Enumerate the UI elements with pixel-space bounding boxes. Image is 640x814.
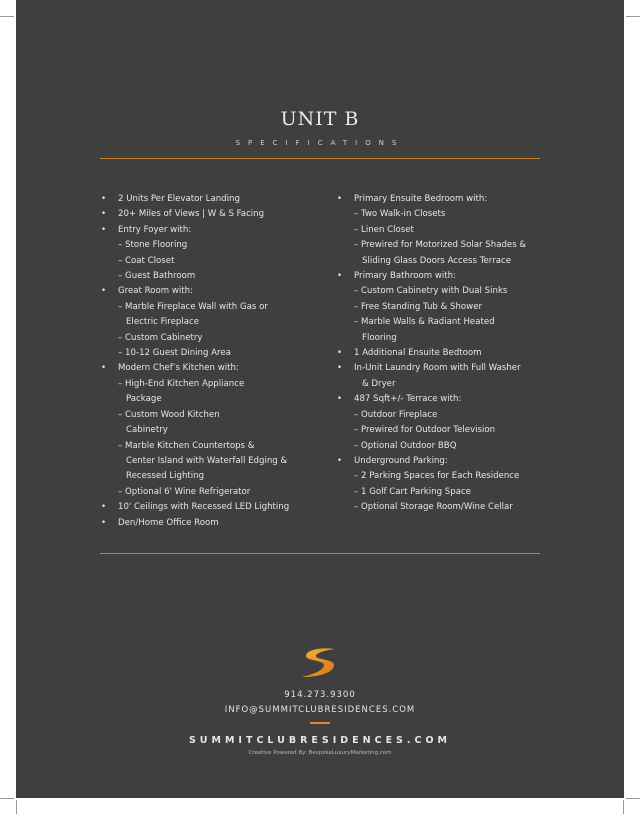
spec-subitem: – Custom Wood Kitchen — [118, 409, 220, 420]
spec-subitem: – Prewired for Outdoor Television — [354, 425, 496, 436]
page-title: UNIT B — [280, 108, 360, 130]
left-spec-list — [100, 192, 315, 531]
spec-item: • 1 Additional Ensuite Bedtoom — [336, 346, 551, 361]
spec-subitem: Flooring — [362, 332, 397, 343]
spec-subitem: – Marble Kitchen Countertops & — [118, 440, 255, 451]
spec-subitem: – Optional Storage Room/Wine Cellar — [354, 502, 513, 513]
spec-item: • Primary Bathroom with: — [336, 269, 551, 284]
spec-subitem: – Prewired for Motorized Solar Shades & — [354, 240, 527, 251]
top-divider — [100, 158, 540, 159]
page-subtitle: SPECIFICATIONS — [235, 139, 405, 147]
spec-item: • 487 Sqft+/- Terrace with: — [336, 392, 551, 407]
email-address: INFO@SUMMITCLUBRESIDENCES.COM — [224, 705, 416, 715]
spec-subitem: – Stone Flooring — [118, 240, 188, 251]
spec-item: • Modern Chef’s Kitchen with: — [100, 361, 315, 376]
spec-subitem: Recessed Lighting — [126, 471, 205, 482]
spec-subitem: – 2 Parking Spaces for Each Residence — [354, 471, 520, 482]
spec-subitem: Center Island with Waterfall Edging & — [126, 455, 288, 466]
spec-item: • Entry Foyer with: — [100, 223, 315, 238]
spec-subitem: – Optional 6' Wine Refrigerator — [118, 486, 251, 497]
spec-subitem: – Marble Walls & Radiant Heated — [354, 317, 495, 328]
phone-number: 914.273.9300 — [284, 690, 356, 700]
accent-dash — [310, 722, 330, 724]
website-link[interactable]: SUMMITCLUBRESIDENCES.COM — [188, 735, 452, 746]
spec-item: • In-Unit Laundry Room with Full Washer — [336, 361, 551, 376]
spec-subitem: Package — [126, 394, 162, 405]
spec-subitem: – Coat Closet — [118, 255, 175, 266]
spec-item: • 10' Ceilings with Recessed LED Lighting — [100, 500, 315, 515]
crop-mark — [623, 800, 624, 814]
spec-subitem: – Marble Fireplace Wall with Gas or — [118, 301, 268, 312]
spec-subitem: – Guest Bathroom — [118, 271, 196, 282]
crop-mark — [626, 16, 640, 17]
spec-item: • Primary Ensuite Bedroom with: — [336, 192, 551, 207]
spec-item: • 2 Units Per Elevator Landing — [100, 192, 315, 207]
spec-subitem: – Custom Cabinetry — [118, 332, 203, 343]
spec-subitem: – Linen Closet — [354, 224, 414, 235]
spec-subitem: – Custom Cabinetry with Dual Sinks — [354, 286, 508, 297]
spec-item: • Great Room with: — [100, 284, 315, 299]
bottom-divider — [100, 553, 540, 554]
spec-subitem: – Free Standing Tub & Shower — [354, 301, 483, 312]
spec-subitem: – Two Walk-in Closets — [354, 209, 446, 220]
crop-mark — [0, 16, 14, 17]
spec-subitem: & Dryer — [362, 378, 396, 389]
crop-mark — [0, 798, 14, 799]
spec-sheet — [16, 0, 624, 798]
credit-line: Creative Powered By: BespokeLuxuryMarketing.com — [248, 750, 392, 756]
right-spec-list — [336, 192, 551, 516]
spec-subitem: Sliding Glass Doors Access Terrace — [362, 255, 512, 266]
spec-subitem: Electric Fireplace — [126, 317, 200, 328]
spec-subitem: – Optional Outdoor BBQ — [354, 440, 457, 451]
spec-subitem: – 1 Golf Cart Parking Space — [354, 486, 471, 497]
spec-subitem: – Outdoor Fireplace — [354, 409, 438, 420]
summit-s-logo-icon — [300, 646, 340, 680]
spec-item: • 20+ Miles of Views | W & S Facing — [100, 207, 315, 222]
spec-item: • Den/Home Office Room — [100, 516, 315, 531]
spec-subitem: – High-End Kitchen Appliance — [118, 378, 245, 389]
crop-mark — [16, 800, 17, 814]
spec-subitem: – 10-12 Guest Dining Area — [118, 348, 231, 359]
spec-subitem: Cabinetry — [126, 425, 168, 436]
spec-item: • Underground Parking: — [336, 454, 551, 469]
crop-mark — [626, 798, 640, 799]
